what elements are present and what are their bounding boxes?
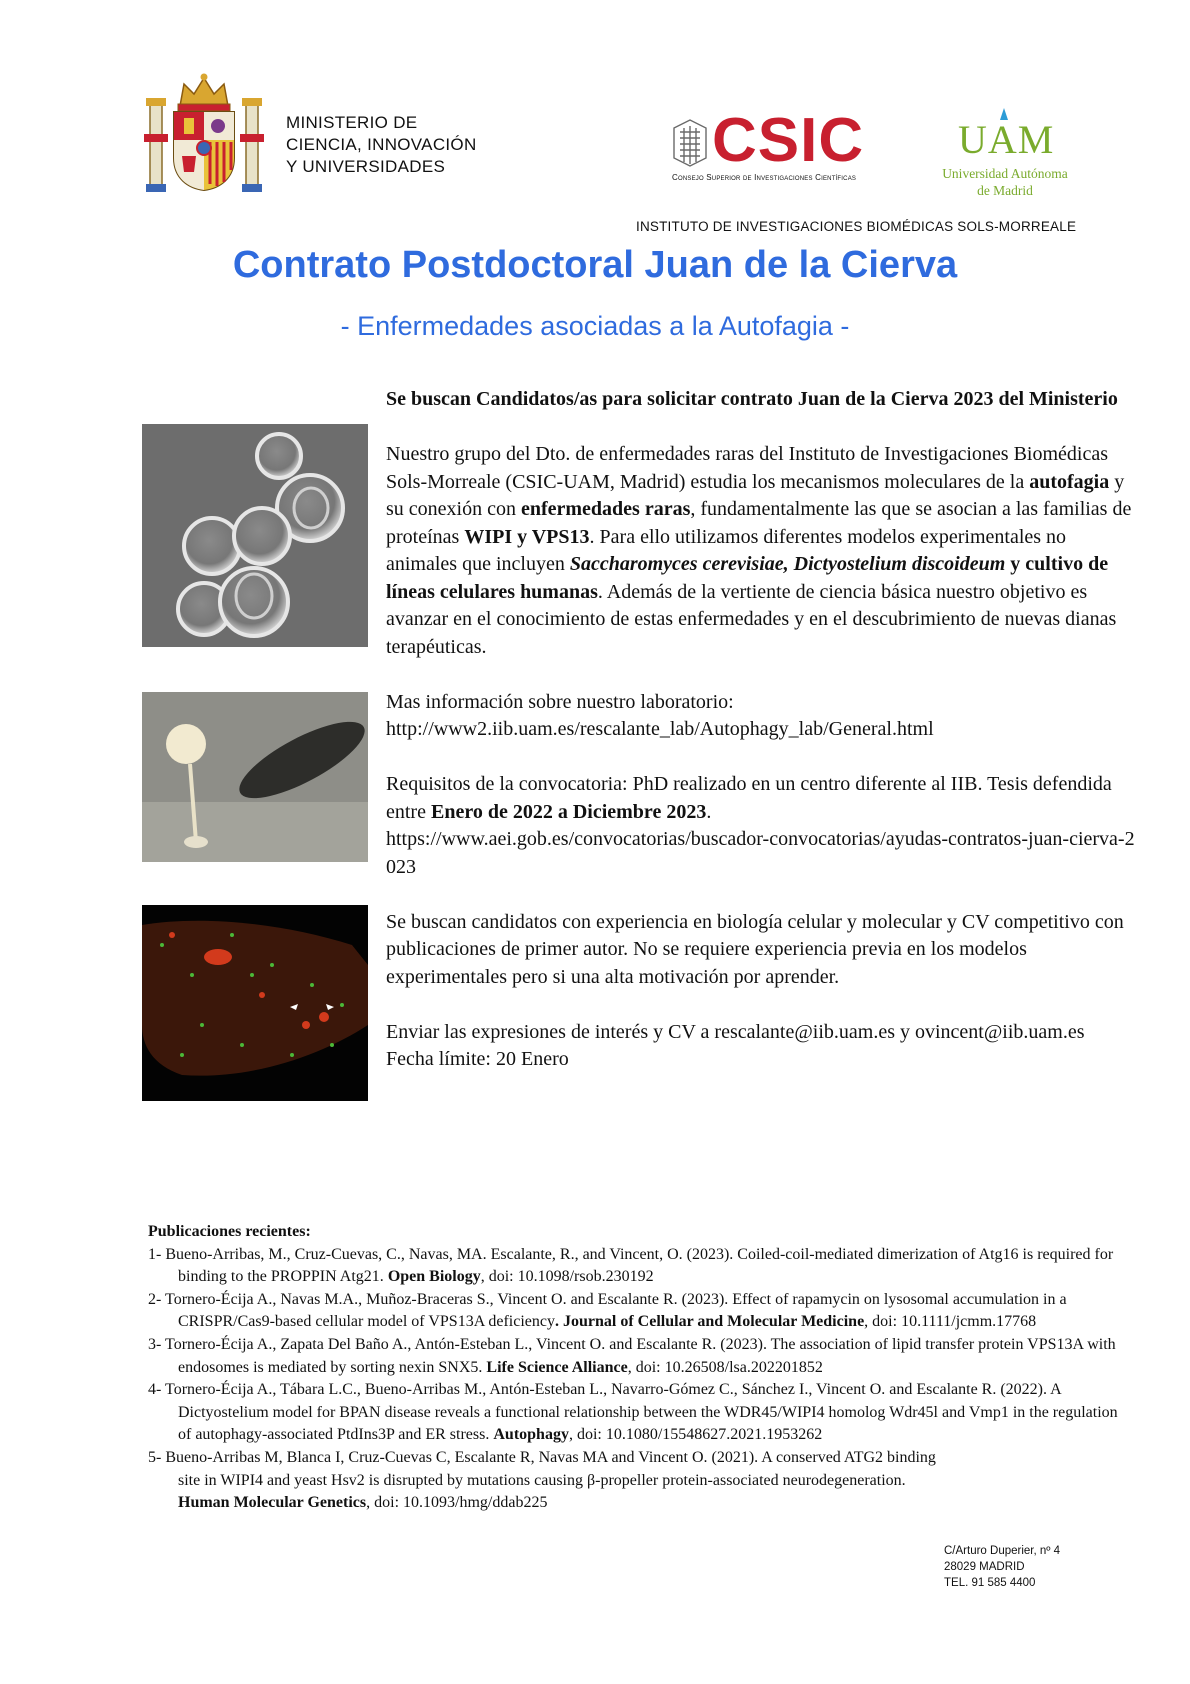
headline: Se buscan Candidatos/as para solicitar contrato Juan de la Cierva 2023 del Ministerio <box>386 388 1118 410</box>
pub-journal: Open Biology <box>387 1268 481 1286</box>
pub-number: 1- <box>148 1245 162 1263</box>
pub-number: 2- <box>148 1290 162 1308</box>
deadline: Fecha límite: 20 Enero <box>386 1048 569 1070</box>
pub-journal: Autophagy <box>493 1426 569 1444</box>
csic-logo-icon <box>670 118 710 170</box>
publication-item <box>148 1379 1128 1447</box>
address-city: 28029 MADRID <box>944 1561 1025 1573</box>
pub-doi: , doi: 10.1080/15548627.2021.1953262 <box>568 1426 823 1444</box>
desc-proteins: WIPI y VPS13 <box>464 525 590 548</box>
call-url-link[interactable]: https://www.aei.gob.es/convocatorias/buscador-convocatorias/ayudas-contratos-juan-cierva-2023 <box>386 828 1135 878</box>
ministry-line-3: Y UNIVERSIDADES <box>286 157 446 176</box>
institute-address <box>944 1543 1060 1591</box>
pub-number: 3- <box>148 1335 162 1353</box>
dictyostelium-fruiting-body-image <box>142 692 368 862</box>
pub-journal: Human Molecular Genetics <box>178 1494 367 1512</box>
pub-text: Tornero-Écija A., Tábara L.C., Bueno-Arribas M., Antón-Esteban L., Navarro-Gómez C., Sánchez I., Vincent O. and Escalante R. (2022). A Dictyostelium model for BPAN disease reveals a functional relationship between the WDR45/WIPI4 homolog Wdr45l and Vmp1 in the regulation of autophagy-associated PtdIns3P and ER stress. <box>165 1381 1118 1444</box>
req-a: Requisitos de la convocatoria: PhD realizado en un centro diferente al IIB. Tesis defendida entre <box>386 773 1112 823</box>
uam-name <box>920 165 1090 199</box>
contact-info <box>386 1019 1138 1074</box>
page-title: Contrato Postdoctoral Juan de la Cierva <box>232 244 958 286</box>
pub-number: 5- <box>148 1448 162 1466</box>
desc-autofagia: autofagia <box>1029 470 1110 493</box>
desc-a: Nuestro grupo del Dto. de enfermedades raras del Instituto de Investigaciones Biomédicas Sols-Morreale (CSIC-UAM, Madrid) estudia los mecanismos moleculares de la <box>386 443 1109 493</box>
lab-info-label: Mas información sobre nuestro laboratorio: <box>386 690 734 713</box>
pub-doi: , doi: 10.1111/jcmm.17768 <box>864 1313 1037 1331</box>
req-c: . <box>706 800 712 823</box>
ministry-name <box>286 112 477 178</box>
main-body <box>386 386 1138 1101</box>
institute-name: INSTITUTO DE INVESTIGACIONES BIOMÉDICAS SOLS-MORREALE <box>636 219 1077 234</box>
yeast-cells-image <box>142 424 368 647</box>
page-subtitle: - Enfermedades asociadas a la Autofagia - <box>340 311 850 341</box>
publication-item <box>148 1244 1128 1289</box>
pub-text: Bueno-Arribas M, Blanca I, Cruz-Cuevas C, Escalante R, Navas MA and Vincent O. (2021). A conserved ATG2 binding site in WIPI4 and yeast Hsv2 is disrupted by mutations causing β-propeller protein-associated neurodegeneration. <box>165 1448 936 1489</box>
ministry-line-1: MINISTERIO DE <box>286 113 418 132</box>
address-street: C/Arturo Duperier, nº 4 <box>944 1545 1061 1557</box>
req-dates: Enero de 2022 a Diciembre 2023 <box>430 800 707 823</box>
publications-heading: Publicaciones recientes: <box>148 1223 311 1240</box>
desc-rare-diseases: enfermedades raras <box>520 498 691 520</box>
csic-subtitle: Consejo Superior de Investigaciones Científicas <box>672 173 857 182</box>
uam-logo-wordmark: UAM <box>958 117 1055 162</box>
contact-emails: Enviar las expresiones de interés y CV a rescalante@iib.uam.es y ovincent@iib.uam.es <box>386 1020 1085 1043</box>
spain-coat-of-arms-icon <box>144 72 264 194</box>
desc-human-cells: y cultivo de líneas celulares humanas <box>386 553 1109 603</box>
pub-number: 4- <box>148 1381 162 1399</box>
ministry-line-2: CIENCIA, INNOVACIÓN <box>286 135 477 154</box>
pub-journal: . Journal of Cellular and Molecular Medicine <box>555 1313 865 1331</box>
pub-doi: , doi: 10.26508/lsa.202201852 <box>627 1358 823 1376</box>
publication-item <box>148 1447 958 1515</box>
pub-journal: Life Science Alliance <box>486 1358 628 1376</box>
cell-fluorescence-image <box>142 905 368 1101</box>
publications-list <box>148 1221 1128 1515</box>
publication-item <box>148 1289 1128 1334</box>
requirements <box>386 771 1138 881</box>
publication-item <box>148 1334 1128 1379</box>
desc-organisms: Saccharomyces cerevisiae, Dictyostelium discoideum <box>569 553 1006 575</box>
pub-text: Tornero-Écija A., Navas M.A., Muñoz-Braceras S., Vincent O. and Escalante R. (2023). Effect of rapamycin on lysosomal accumulation in a CRISPR/Cas9-based cellular model of VPS13A deficiency <box>165 1290 1067 1331</box>
pub-doi: , doi: 10.1098/rsob.230192 <box>480 1268 654 1286</box>
pub-text: Tornero-Écija A., Zapata Del Baño A., Antón-Esteban L., Vincent O. and Escalante R. (2023). The association of lipid transfer protein VPS13A with endosomes is mediated by sorting nexin SNX5. <box>165 1335 1116 1376</box>
group-description <box>386 441 1138 661</box>
pub-text: Bueno-Arribas, M., Cruz-Cuevas, C., Navas, MA. Escalante, R., and Vincent, O. (2023). Coiled-coil-mediated dimerization of Atg16 is required for binding to the PROPPIN Atg21. <box>165 1245 1114 1286</box>
lab-info <box>386 689 1138 744</box>
uam-line-1: Universidad Autónoma <box>942 166 1068 181</box>
desc-e: , fundamentalmente las que se asocian a las familias de proteínas <box>386 498 1132 548</box>
address-phone: TEL. 91 585 4400 <box>944 1577 1036 1589</box>
uam-line-2: de Madrid <box>977 183 1033 198</box>
csic-logo-text: CSIC <box>712 106 865 175</box>
desc-c: y su conexión con <box>386 470 1125 520</box>
candidate-profile: Se buscan candidatos con experiencia en biología celular y molecular y CV competitivo con publicaciones de primer autor. No se requiere experiencia previa en los modelos experimentales pero si una alta motivación por aprender. <box>386 910 1124 988</box>
desc-g: . Para ello utilizamos diferentes modelos experimentales no animales que incluyen <box>386 525 1067 575</box>
lab-url-link[interactable]: http://www2.iib.uam.es/rescalante_lab/Autophagy_lab/General.html <box>386 718 934 740</box>
pub-doi: , doi: 10.1093/hmg/ddab225 <box>366 1494 548 1512</box>
desc-j: . Además de la vertiente de ciencia básica nuestro objetivo es avanzar en el conocimiento de estas enfermedades y en el descubrimiento de nuevas dianas terapéuticas. <box>386 580 1117 658</box>
